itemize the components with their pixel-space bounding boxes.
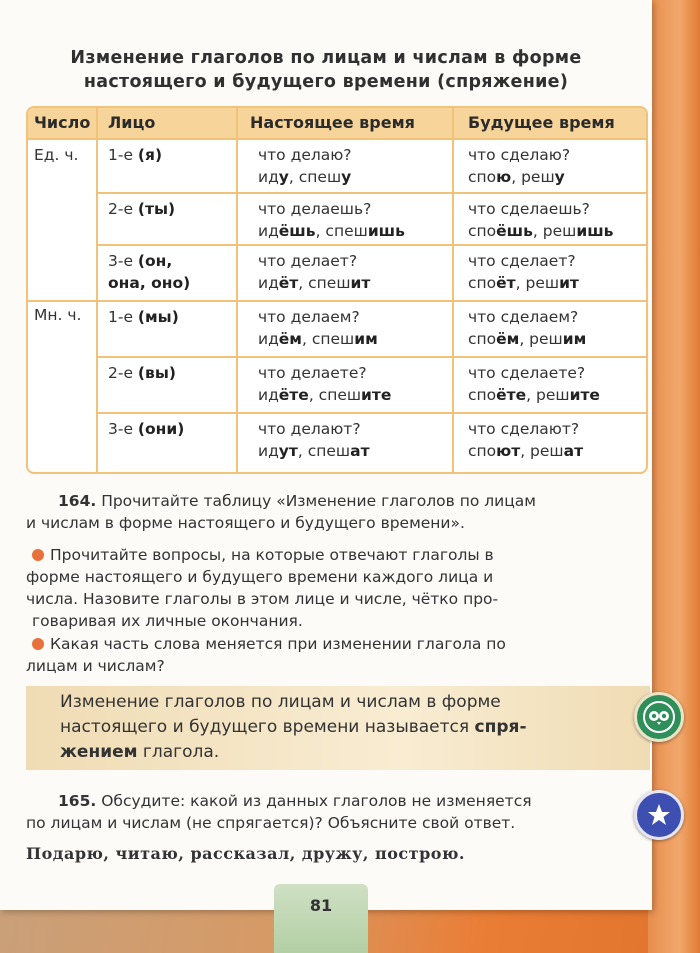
present-cell: что делает? идёт, спешит	[258, 252, 371, 292]
present-cell: что делаем? идём, спешим	[258, 308, 378, 348]
page-number-tab	[274, 884, 368, 953]
future-cell: что сделаешь? споёшь, решишь	[468, 200, 614, 240]
person-cell: 3-е (он, она, оно)	[108, 252, 191, 292]
number-singular: Ед. ч.	[34, 146, 79, 164]
future-cell: что сделаем? споём, решим	[468, 308, 587, 348]
person-cell: 2-е (вы)	[108, 364, 176, 382]
future-cell: что сделают? споют, решат	[468, 420, 584, 460]
bullet-dot-icon	[32, 549, 44, 561]
exercise-165: 165. Обсудите: какой из данных глаголов не изменяется по лицам и числам (не спрягается)? Объясните свой ответ.	[26, 792, 532, 832]
exercise-164-bullet-2: Какая часть слова меняется при изменении глагола по лицам и числам?	[26, 635, 506, 675]
present-cell: что делаю? иду, спешу	[258, 146, 352, 186]
future-cell: что сделаю? спою, решу	[468, 146, 571, 186]
exercise-164	[26, 490, 626, 534]
person-cell: 1-е (я)	[108, 146, 163, 164]
exercise-164-bullet-1: Прочитайте вопросы, на которые отвечают глаголы в форме настоящего и будущего времени каждого лица и числа. Назовите глаголы в этом лице и числе, чётко про- говаривая их личные окончания.	[26, 546, 499, 630]
verb-list: Подарю, читаю, рассказал, дружу, построю.	[26, 844, 465, 863]
header-number: Число	[34, 113, 91, 132]
exercise-165-number: 165.	[58, 792, 97, 810]
header-person: Лицо	[108, 113, 156, 132]
exercise-164-line-1: Прочитайте таблицу «Изменение глаголов по лицам	[101, 492, 536, 510]
bullet-dot-icon	[32, 638, 44, 650]
rule-box	[26, 686, 650, 770]
present-cell: что делаете? идёте, спешите	[258, 364, 392, 404]
present-cell: что делаешь? идёшь, спешишь	[258, 200, 405, 240]
page-number: 81	[309, 896, 333, 915]
person-cell: 2-е (ты)	[108, 200, 176, 218]
present-cell: что делают? идут, спешат	[258, 420, 370, 460]
page-title-line-1: Изменение глаголов по лицам и числам в форме	[70, 48, 582, 68]
rule-text: Изменение глаголов по лицам и числам в форме настоящего и будущего времени называется спря- жением глагола.	[60, 692, 527, 762]
conjugation-table	[26, 106, 648, 474]
person-cell: 1-е (мы)	[108, 308, 179, 326]
page-title-line-2: настоящего и будущего времени (спряжение)	[83, 72, 569, 92]
header-present: Настоящее время	[250, 113, 415, 132]
future-cell: что сделаете? споёте, решите	[468, 364, 600, 404]
owl-icon	[634, 692, 684, 742]
person-cell: 3-е (они)	[108, 420, 185, 438]
exercise-164-number: 164.	[58, 492, 97, 510]
number-plural: Мн. ч.	[34, 306, 82, 324]
exercise-164-line-2: и числам в форме настоящего и будущего времени».	[26, 514, 465, 532]
future-cell: что сделает? споёт, решит	[468, 252, 579, 292]
star-icon	[634, 790, 684, 840]
table-header	[28, 108, 646, 140]
header-future: Будущее время	[468, 113, 615, 132]
